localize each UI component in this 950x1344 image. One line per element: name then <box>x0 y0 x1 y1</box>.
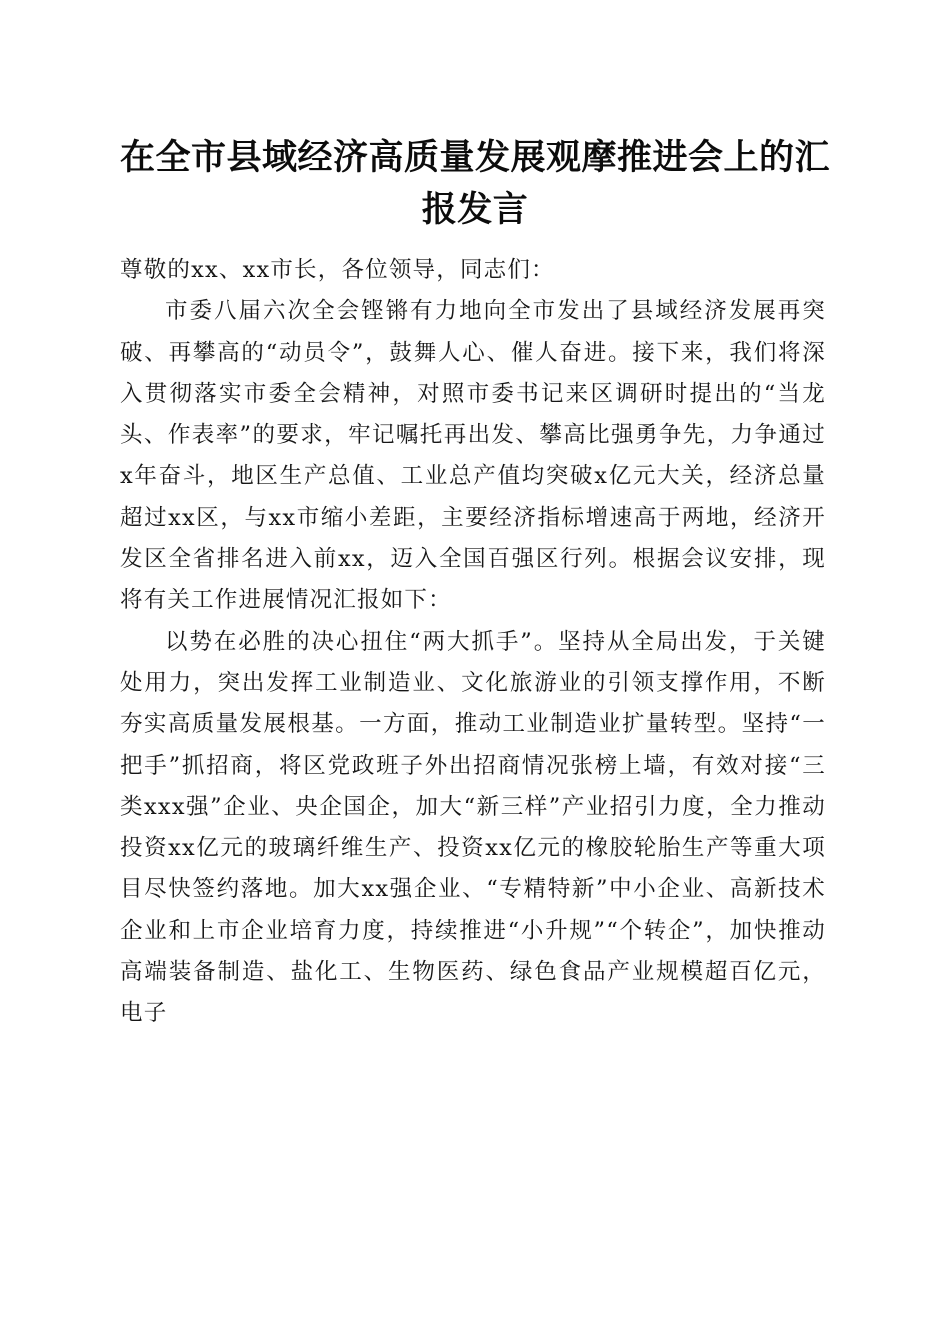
document-body <box>120 250 826 1035</box>
paragraph-two-levers: 以势在必胜的决心扭住“两大抓手”。坚持从全局出发，于关键处用力，突出发挥工业制造业、文化旅游业的引领支撑作用，不断夯实高质量发展根基。一方面，推动工业制造业扩量转型。坚持“一把手”抓招商，将区党政班子外出招商情况张榜上墙，有效对接“三类xxx强”企业、央企国企，加大“新三样”产业招引力度，全力推动投资xx亿元的玻璃纤维生产、投资xx亿元的橡胶轮胎生产等重大项目尽快签约落地。加大xx强企业、“专精特新”中小企业、高新技术企业和上市企业培育力度，持续推进“小升规”“个转企”，加快推动高端装备制造、盐化工、生物医药、绿色食品产业规模超百亿元，电子 <box>120 628 826 1027</box>
document-title: 在全市县域经济高质量发展观摩推进会上的汇报发言 <box>119 137 830 230</box>
salutation: 尊敬的xx、xx市长，各位领导，同志们： <box>120 257 555 283</box>
paragraph-intro: 市委八届六次全会铿锵有力地向全市发出了县域经济发展再突破、再攀高的“动员令”，鼓舞人心、催人奋进。接下来，我们将深入贯彻落实市委全会精神，对照市委书记来区调研时提出的“当龙头、作表率”的要求，牢记嘱托再出发、攀高比强勇争先，力争通过x年奋斗，地区生产总值、工业总产值均突破x亿元大关，经济总量超过xx区，与xx市缩小差距，主要经济指标增速高于两地，经济开发区全省排名进入前xx，迈入全国百强区行列。根据会议安排，现将有关工作进展情况汇报如下： <box>120 298 826 614</box>
